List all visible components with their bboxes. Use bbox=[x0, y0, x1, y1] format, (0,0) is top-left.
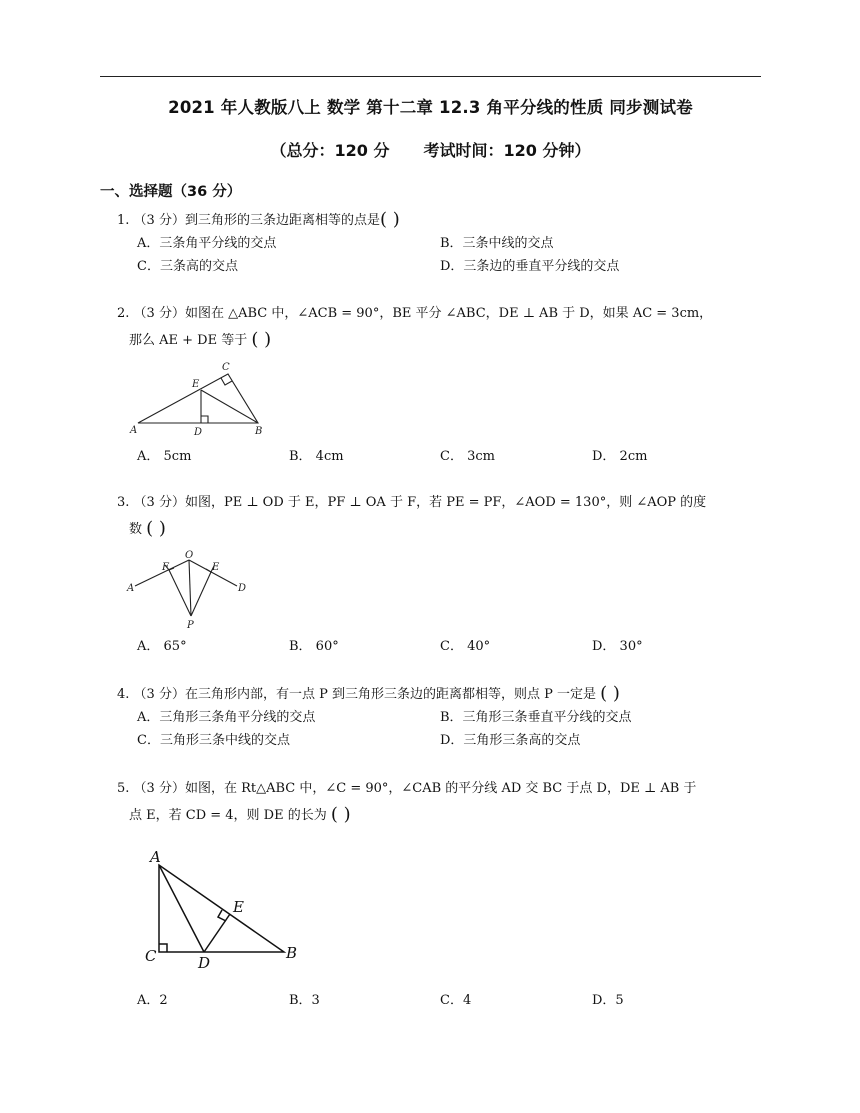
question-3-options bbox=[117, 634, 767, 660]
exam-info bbox=[100, 138, 761, 161]
page-title: 2021 年人教版八上 数学 第十二章 12.3 角平分线的性质 同步测试卷 bbox=[168, 98, 693, 117]
label-b: B bbox=[286, 944, 298, 962]
options bbox=[137, 708, 767, 756]
label-c: C bbox=[145, 947, 157, 965]
label-c: C bbox=[222, 362, 230, 373]
option-d[interactable]: D． 2cm bbox=[592, 449, 648, 464]
question-stem: （3 分）在三角形内部，有一点 P 到三角形三条边的距离都相等，则点 P 一定是 bbox=[133, 687, 596, 702]
question-number: 3. bbox=[117, 495, 130, 510]
question-stem: （3 分）如图在 △ABC 中，∠ACB = 90°，BE 平分 ∠ABC，DE ⊥ AB 于 D，如果 AC = 3cm， bbox=[133, 306, 713, 321]
question-1 bbox=[117, 207, 767, 282]
segment-pf bbox=[169, 570, 191, 616]
option-c[interactable]: C． 3cm bbox=[440, 449, 495, 464]
question-stem-cont: 数 bbox=[129, 522, 143, 537]
answer-bracket: ( ) bbox=[600, 683, 620, 704]
option-b[interactable]: B． 4cm bbox=[289, 449, 344, 464]
option-a[interactable]: A． 5cm bbox=[137, 449, 192, 464]
question-number: 2. bbox=[117, 306, 130, 321]
label-d: D bbox=[198, 954, 211, 972]
answer-bracket: ( ) bbox=[379, 209, 400, 230]
option-d[interactable]: D．5 bbox=[592, 993, 624, 1008]
options bbox=[137, 634, 767, 660]
option-d[interactable]: D． 30° bbox=[592, 639, 643, 654]
option-c[interactable]: C．三角形三条中线的交点 bbox=[137, 733, 290, 748]
option-d[interactable]: D．三条边的垂直平分线的交点 bbox=[440, 259, 620, 274]
question-number: 4. bbox=[117, 687, 130, 702]
option-b[interactable]: B． 60° bbox=[289, 639, 339, 654]
right-angle-c bbox=[221, 378, 232, 385]
option-b[interactable]: B．三角形三条垂直平分线的交点 bbox=[440, 710, 632, 725]
perpendicular-de bbox=[204, 914, 230, 952]
option-b[interactable]: B．3 bbox=[289, 993, 320, 1008]
label-a: A bbox=[150, 848, 161, 866]
option-b[interactable]: B．三条中线的交点 bbox=[440, 236, 554, 251]
option-a[interactable]: A．三条角平分线的交点 bbox=[137, 236, 277, 251]
label-b: B bbox=[255, 426, 263, 437]
option-c[interactable]: C．三条高的交点 bbox=[137, 259, 238, 274]
label-o: O bbox=[185, 550, 194, 561]
answer-bracket: ( ) bbox=[330, 804, 351, 825]
label-a: A bbox=[130, 425, 138, 436]
question-3 bbox=[117, 490, 767, 543]
question-stem: （3 分）到三角形的三条边距离相等的点是 bbox=[133, 213, 380, 228]
label-p: P bbox=[187, 620, 194, 630]
label-e: E bbox=[212, 562, 220, 573]
question-2 bbox=[117, 301, 767, 354]
question-stem: （3 分）如图，PE ⊥ OD 于 E，PF ⊥ OA 于 F，若 PE = PF，∠AOD = 130°，则 ∠AOP 的度 bbox=[133, 495, 707, 510]
bisector-be bbox=[201, 390, 258, 423]
label-d: D bbox=[238, 583, 247, 594]
question-stem-cont: 点 E，若 CD = 4，则 DE 的长为 bbox=[129, 808, 327, 823]
option-c[interactable]: C． 40° bbox=[440, 639, 491, 654]
label-f: F bbox=[162, 562, 169, 573]
answer-bracket: ( ) bbox=[146, 518, 166, 539]
question-stem-cont: 那么 AE + DE 等于 bbox=[129, 333, 248, 348]
right-angle-d bbox=[201, 416, 208, 423]
label-a: A bbox=[127, 583, 135, 594]
figure-rt-triangle-abc bbox=[140, 842, 310, 972]
options bbox=[137, 444, 767, 470]
option-d[interactable]: D．三角形三条高的交点 bbox=[440, 733, 581, 748]
question-5-options bbox=[117, 988, 767, 1014]
top-rule bbox=[100, 76, 761, 77]
question-stem: （3 分）如图，在 Rt△ABC 中，∠C = 90°，∠CAB 的平分线 AD 交 BC 于点 D，DE ⊥ AB 于 bbox=[133, 781, 697, 796]
bisector-ad bbox=[159, 865, 204, 952]
exam-time: 考试时间：120 分钟） bbox=[423, 141, 591, 160]
label-d: D bbox=[194, 427, 203, 438]
options bbox=[137, 234, 767, 282]
question-number: 1. bbox=[117, 213, 130, 228]
option-a[interactable]: A． 65° bbox=[137, 639, 187, 654]
question-5 bbox=[117, 776, 767, 829]
label-e: E bbox=[233, 898, 244, 916]
label-e: E bbox=[192, 379, 200, 390]
segment-op bbox=[189, 560, 191, 616]
triangle-edges bbox=[159, 865, 284, 952]
option-a[interactable]: A．三角形三条角平分线的交点 bbox=[137, 710, 316, 725]
option-a[interactable]: A．2 bbox=[137, 993, 168, 1008]
total-score: （总分：120 分 bbox=[270, 141, 390, 160]
answer-bracket: ( ) bbox=[251, 329, 272, 350]
figure-triangle-abc bbox=[128, 358, 268, 440]
segment-pe bbox=[191, 572, 211, 616]
options bbox=[137, 988, 767, 1014]
question-number: 5. bbox=[117, 781, 130, 796]
right-angle-c bbox=[159, 944, 167, 952]
option-c[interactable]: C．4 bbox=[440, 993, 472, 1008]
section-heading: 一、选择题（36 分） bbox=[100, 184, 242, 200]
question-2-options bbox=[117, 444, 767, 470]
question-4 bbox=[117, 681, 767, 756]
figure-angle-aod bbox=[125, 548, 255, 630]
